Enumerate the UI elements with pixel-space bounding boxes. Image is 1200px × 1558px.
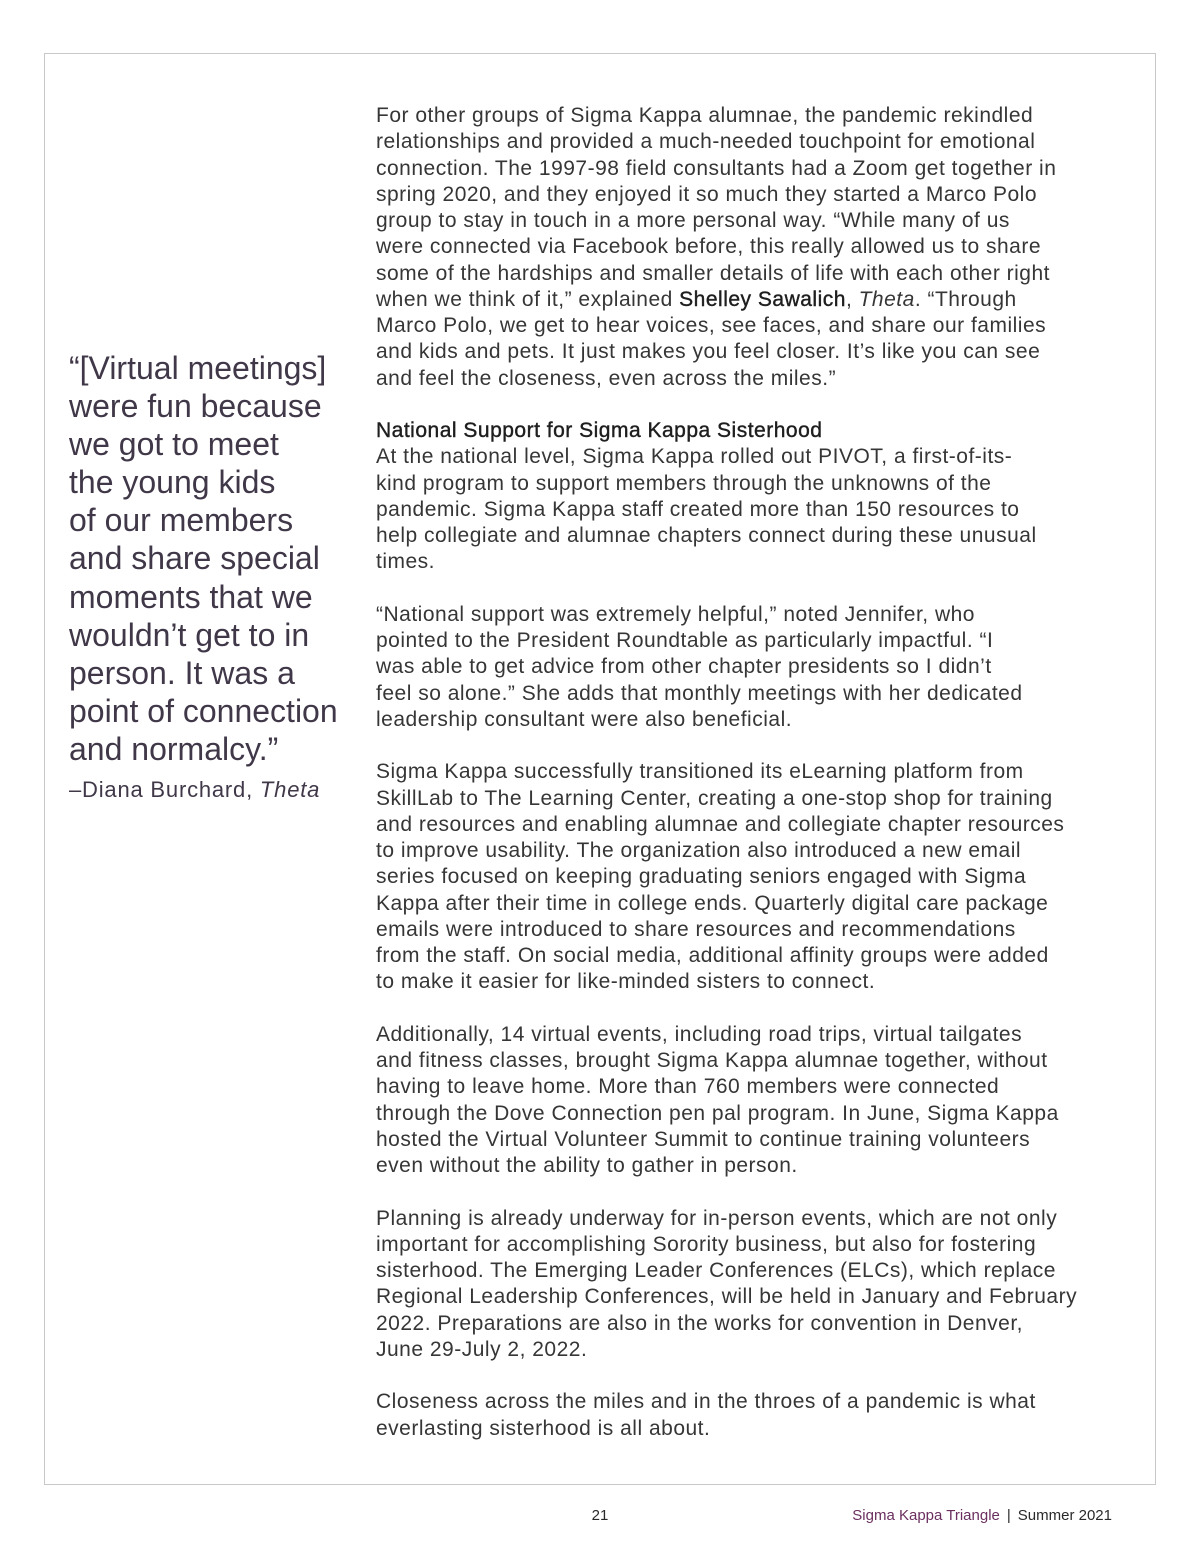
text-line: At the national level, Sigma Kappa rolled out PIVOT, a first-of-its- <box>376 445 1013 469</box>
text-line: June 29-July 2, 2022. <box>376 1337 588 1361</box>
credit-line <box>376 287 1077 313</box>
text-line: everlasting sisterhood is all about. <box>376 1416 711 1440</box>
intro-paragraph <box>376 103 1077 392</box>
text-line: series focused on keeping graduating seniors engaged with Sigma <box>376 865 1027 889</box>
text-line: connection. The 1997-98 field consultants had a Zoom get together in <box>376 156 1057 180</box>
issue-label: Summer 2021 <box>1017 1507 1112 1524</box>
text-line: Marco Polo, we get to hear voices, see faces, and share our families <box>376 314 1047 337</box>
text-line: and resources and enabling alumnae and collegiate chapter resources <box>376 812 1065 836</box>
text-line: Sigma Kappa successfully transitioned its eLearning platform from <box>376 760 1024 784</box>
pull-quote-line: “[Virtual meetings] <box>69 350 327 386</box>
text-line: to improve usability. The organization also introduced a new email <box>376 839 1022 862</box>
text-line: spring 2020, and they enjoyed it so much they started a Marco Polo <box>376 182 1038 206</box>
text-line: emails were introduced to share resources and recommendations <box>376 917 1016 941</box>
text-line: Closeness across the miles and in the throes of a pandemic is what <box>376 1390 1036 1414</box>
text-line: were connected via Facebook before, this really allowed us to share <box>376 235 1042 259</box>
text-line: 2022. Preparations are also in the works for convention in Denver, <box>376 1311 1024 1335</box>
attribution-name: –Diana Burchard, <box>69 777 260 803</box>
body-paragraph <box>376 759 1077 995</box>
pull-quote <box>69 349 338 803</box>
quoted-person-chapter: Theta <box>858 287 915 311</box>
attribution-chapter: Theta <box>259 777 321 803</box>
text-line: through the Dove Connection pen pal program. In June, Sigma Kappa <box>376 1101 1059 1125</box>
text-line: Additionally, 14 virtual events, including road trips, virtual tailgates <box>376 1022 1023 1046</box>
body-paragraph <box>376 1022 1077 1180</box>
text-line: Kappa after their time in college ends. Quarterly digital care package <box>376 891 1049 915</box>
pull-quote-line: person. It was a <box>69 654 295 691</box>
text-line: SkillLab to The Learning Center, creating a one-stop shop for training <box>376 786 1053 810</box>
text-line: group to stay in touch in a more personal way. “While many of us <box>376 209 1010 232</box>
text-line: For other groups of Sigma Kappa alumnae, the pandemic rekindled <box>376 104 1034 127</box>
pull-quote-attribution <box>69 777 338 803</box>
text-line: “National support was extremely helpful,” noted Jennifer, who <box>376 602 975 626</box>
closing-paragraph <box>376 1389 1077 1442</box>
text-line: some of the hardships and smaller details of life with each other right <box>376 261 1051 285</box>
text-line: and feel the closeness, even across the miles.” <box>376 366 837 390</box>
publication-title: Sigma Kappa Triangle <box>852 1507 1000 1524</box>
pull-quote-line: of our members <box>69 502 294 539</box>
footer-masthead <box>852 1506 1112 1526</box>
text-line: pandemic. Sigma Kappa staff created more than 150 resources to <box>376 497 1020 521</box>
pull-quote-line: we got to meet <box>69 426 279 463</box>
text-line: Regional Leadership Conferences, will be held in January and February <box>376 1285 1078 1309</box>
page-number: 21 <box>591 1507 609 1524</box>
text-line: important for accomplishing Sorority business, but also for fostering <box>376 1232 1037 1256</box>
footer-separator: | <box>1006 1507 1011 1524</box>
pull-quote-line: point of connection <box>69 692 338 729</box>
text-line: and fitness classes, brought Sigma Kappa alumnae together, without <box>376 1049 1048 1072</box>
credit-tail: . “Through <box>914 287 1017 311</box>
text-line: from the staff. On social media, additional affinity groups were added <box>376 944 1049 967</box>
credit-lead: when we think of it,” explained <box>376 287 680 311</box>
text-line: even without the ability to gather in person. <box>376 1154 798 1177</box>
body-paragraph <box>376 1206 1077 1364</box>
pull-quote-line: were fun because <box>69 388 322 425</box>
text-line: hosted the Virtual Volunteer Summit to continue training volunteers <box>376 1127 1031 1151</box>
text-line: feel so alone.” She adds that monthly meetings with her dedicated <box>376 681 1023 705</box>
credit-separator: , <box>845 287 859 311</box>
text-line: and kids and pets. It just makes you feel closer. It’s like you can see <box>376 340 1041 364</box>
text-line: to make it easier for like-minded sisters to connect. <box>376 970 876 994</box>
text-line: leadership consultant were also beneficial. <box>376 707 793 731</box>
pull-quote-line: the young kids <box>69 464 276 501</box>
text-line: help collegiate and alumnae chapters connect during these unusual <box>376 524 1037 547</box>
pull-quote-line: and share special <box>69 540 320 577</box>
pull-quote-line: wouldn’t get to in <box>69 616 310 653</box>
text-line: kind program to support members through the unknowns of the <box>376 471 992 495</box>
body-paragraph <box>376 602 1077 733</box>
pull-quote-line: and normalcy.” <box>69 730 279 767</box>
quoted-person-name: Shelley Sawalich <box>679 287 846 311</box>
text-line: relationships and provided a much-needed touchpoint for emotional <box>376 130 1036 154</box>
text-line: pointed to the President Roundtable as particularly impactful. “I <box>376 629 994 652</box>
text-line: times. <box>376 550 436 574</box>
text-line: was able to get advice from other chapter presidents so I didn’t <box>376 655 992 679</box>
text-line: Planning is already underway for in-person events, which are not only <box>376 1206 1058 1230</box>
text-line: sisterhood. The Emerging Leader Conferences (ELCs), which replace <box>376 1259 1056 1282</box>
article-body <box>376 103 1077 1442</box>
body-paragraph <box>376 444 1077 575</box>
text-line: having to leave home. More than 760 members were connected <box>376 1075 1000 1099</box>
pull-quote-line: moments that we <box>69 578 313 615</box>
section-heading: National Support for Sigma Kappa Sisterhood <box>376 419 823 442</box>
